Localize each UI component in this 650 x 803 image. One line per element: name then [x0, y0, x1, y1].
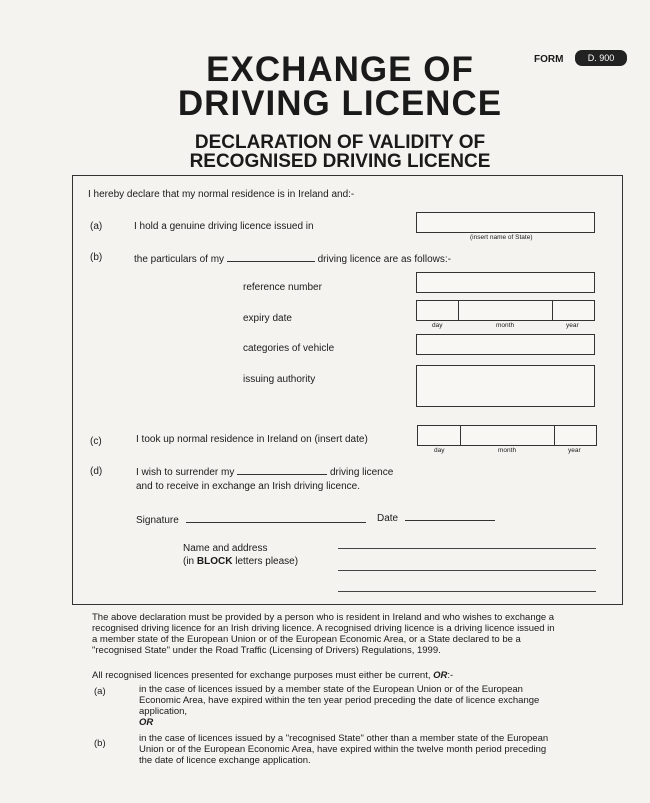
note-or: OR	[139, 717, 154, 728]
page-title-line1: EXCHANGE OF	[206, 50, 474, 89]
issuing-authority-label: issuing authority	[243, 374, 316, 385]
state-name-hint: (insert name of State)	[470, 234, 533, 241]
reference-number-label: reference number	[243, 282, 322, 293]
note-a-text	[139, 684, 539, 728]
note-a-line2: Economic Area, have expired within the ten year period preceding the date of licence exchange	[139, 695, 540, 706]
state-name-field[interactable]	[416, 212, 595, 233]
note-paragraph-1	[92, 612, 555, 656]
item-d-text-line2: and to receive in exchange an Irish driving licence.	[136, 481, 361, 492]
note-paragraph-2	[92, 670, 453, 681]
block-letters-note	[183, 556, 298, 567]
item-d-text-pre: I wish to surrender my	[136, 467, 235, 478]
block-note-post: letters please)	[232, 556, 299, 567]
date-field[interactable]	[405, 511, 495, 521]
signature-field[interactable]	[186, 513, 366, 523]
note-b-label: (b)	[94, 738, 106, 749]
item-b-label: (b)	[90, 252, 103, 263]
note-b-line3: the date of licence exchange application.	[139, 755, 311, 766]
item-d-label: (d)	[90, 466, 103, 477]
note-a-label: (a)	[94, 686, 106, 697]
expiry-date-label: expiry date	[243, 313, 292, 324]
form-code-badge: D. 900	[575, 50, 627, 66]
note-a-line1: in the case of licences issued by a member state of the European Union or of the European	[139, 684, 523, 695]
item-a-text: I hold a genuine driving licence issued in	[134, 221, 314, 232]
block-note-pre: (in	[183, 556, 197, 567]
item-b-text-pre: the particulars of my	[134, 254, 225, 265]
item-b-line	[134, 252, 451, 265]
note-b-line1: in the case of licences issued by a "recognised State" other than a member state of the European	[139, 733, 549, 744]
expiry-day-field[interactable]	[416, 300, 459, 321]
residence-year-hint: year	[568, 447, 581, 454]
signature-label: Signature	[136, 515, 179, 526]
residence-year-field[interactable]	[554, 425, 597, 446]
note-p2-or: OR	[433, 670, 448, 681]
signature-row	[136, 513, 366, 526]
residence-day-hint: day	[434, 447, 445, 454]
form-label: FORM	[534, 54, 564, 65]
name-address-label: Name and address	[183, 543, 268, 554]
item-d-line	[136, 465, 393, 478]
note-b-text	[139, 733, 548, 766]
note-p1-line2: recognised driving licence for an Irish driving licence. A recognised driving licence is a driving licence issued in	[92, 623, 555, 634]
address-line-1[interactable]	[338, 548, 596, 549]
residence-month-field[interactable]	[460, 425, 555, 446]
address-line-3[interactable]	[338, 591, 596, 592]
reference-number-field[interactable]	[416, 272, 595, 293]
note-p1-line4: "recognised State" under the Road Traffic (Licensing of Drivers) Regulations, 1999.	[92, 645, 441, 656]
item-c-label: (c)	[90, 436, 102, 447]
item-b-text-post: driving licence are as follows:-	[317, 254, 451, 265]
intro-text: I hereby declare that my normal residence is in Ireland and:-	[88, 189, 355, 200]
item-a-label: (a)	[90, 221, 103, 232]
note-p1-line3: a member state of the European Union or of the European Economic Area, or a State declared to be a	[92, 634, 521, 645]
date-row	[377, 511, 495, 524]
page-title-line2: DRIVING LICENCE	[177, 84, 503, 123]
item-d-text-post: driving licence	[329, 467, 394, 478]
note-a-line3: application,	[139, 706, 188, 717]
expiry-year-hint: year	[566, 322, 579, 329]
issuing-authority-field[interactable]	[416, 365, 595, 407]
subtitle-line2: RECOGNISED DRIVING LICENCE	[189, 151, 491, 172]
expiry-month-field[interactable]	[458, 300, 553, 321]
date-label: Date	[377, 513, 399, 524]
note-b-line2: Union or of the European Economic Area, have expired within the twelve month period preceding	[139, 744, 547, 755]
expiry-year-field[interactable]	[552, 300, 595, 321]
categories-label: categories of vehicle	[243, 343, 335, 354]
item-c-text: I took up normal residence in Ireland on (insert date)	[136, 434, 368, 445]
licence-country-blank[interactable]	[227, 252, 315, 262]
residence-month-hint: month	[498, 447, 517, 454]
subtitle-line1: DECLARATION OF VALIDITY OF	[194, 132, 486, 153]
block-note-bold: BLOCK	[196, 556, 233, 567]
expiry-month-hint: month	[496, 322, 515, 329]
note-p2-pre: All recognised licences presented for exchange purposes must either be current,	[92, 670, 434, 681]
note-p1-line1: The above declaration must be provided by a person who is resident in Ireland and who wishes to exchange a	[92, 612, 555, 623]
surrender-country-blank[interactable]	[237, 465, 327, 475]
categories-field[interactable]	[416, 334, 595, 355]
address-line-2[interactable]	[338, 570, 596, 571]
note-p2-post: :-	[447, 670, 454, 681]
expiry-day-hint: day	[432, 322, 443, 329]
residence-day-field[interactable]	[417, 425, 461, 446]
